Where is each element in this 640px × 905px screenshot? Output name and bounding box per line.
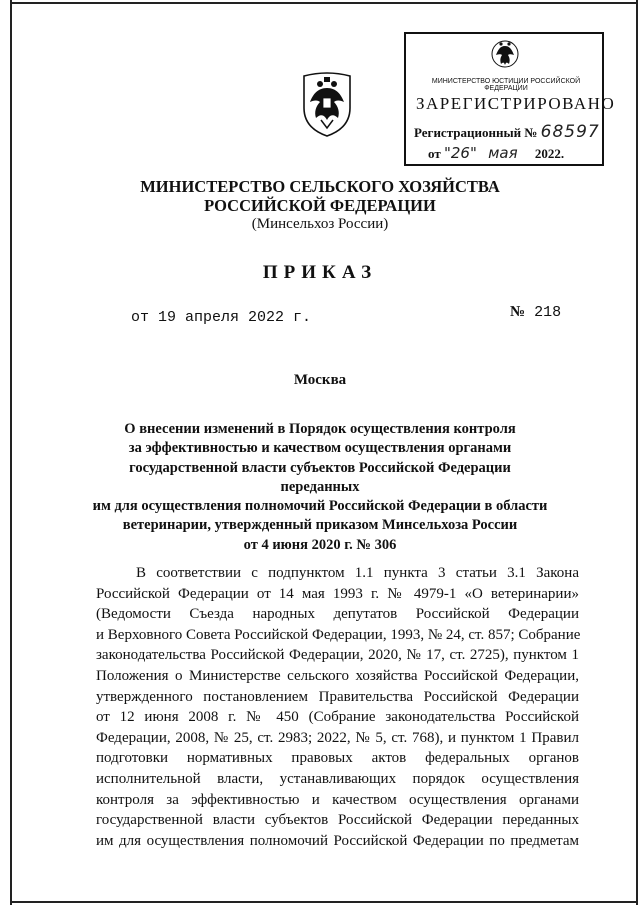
- stamp-date-line: [428, 144, 603, 162]
- scan-edge-bottom: [10, 901, 638, 903]
- body-line: контроля за эффективностью и качеством осуществления органами: [96, 791, 579, 808]
- ministry-short-name: (Минсельхоз России): [251, 216, 389, 232]
- stamp-registered: ЗАРЕГИСТРИРОВАНО: [416, 94, 616, 113]
- body-line: и Верховного Совета Российской Федерации, 1993, № 24, ст. 857; Собрание: [96, 626, 581, 643]
- document-number: [510, 304, 561, 321]
- document-city: Москва: [293, 372, 347, 388]
- scan-edge-top: [10, 2, 638, 4]
- document-date: от 19 апреля 2022 г.: [131, 309, 312, 326]
- body-line: В соответствии с подпунктом 1.1 пункта 3 статьи 3.1 Закона: [136, 565, 579, 581]
- subject-line: за эффективностью и качеством осуществления органами: [128, 440, 512, 457]
- subject-line: от 4 июня 2020 г. № 306: [243, 536, 397, 553]
- stamp-reg-line: [414, 122, 600, 142]
- registration-stamp: [404, 32, 616, 166]
- stamp-date-year: 2022.: [534, 146, 565, 161]
- body-line: (Ведомости Съезда народных депутатов Российской Федерации: [96, 606, 579, 623]
- subject-line: им для осуществления полномочий Российской Федерации в области: [92, 498, 548, 515]
- stamp-reg-label: Регистрационный №: [414, 125, 538, 140]
- subject-line: О внесении изменений в Порядок осуществления контроля: [124, 421, 516, 437]
- number-sign: №: [510, 304, 526, 320]
- body-line: Положения о Министерстве сельского хозяйства Российской Федерации,: [96, 667, 579, 684]
- document-body: [96, 563, 579, 851]
- body-line: утвержденного постановлением Правительства Российской Федерации: [96, 688, 579, 705]
- subject-line: государственной власти субъектов Российской Федерации переданных: [129, 459, 511, 495]
- stamp-emblem-icon: [490, 38, 520, 72]
- body-line: Федерации, 2008, № 25, ст. 2983; 2022, № 5, ст. 768), и пунктом 1 Правил: [96, 729, 579, 746]
- body-line: Российской Федерации от 14 мая 1993 г. № 4979-1 «О ветеринарии»: [96, 585, 579, 602]
- stamp-ministry: МИНИСТЕРСТВО ЮСТИЦИИ РОССИЙСКОЙ ФЕДЕРАЦИИ: [431, 78, 581, 92]
- stamp-reg-number: 68597: [540, 122, 600, 142]
- ministry-title-line2: РОССИЙСКОЙ ФЕДЕРАЦИИ: [204, 196, 436, 215]
- scan-edge-left: [10, 0, 12, 905]
- body-line: подготовки нормативных правовых актов федеральных органов: [96, 750, 579, 767]
- body-line: исполнительной власти, устанавливающих порядок осуществления: [96, 770, 579, 787]
- stamp-date-prefix: от: [428, 146, 441, 161]
- body-line: государственной власти субъектов Российской Федерации переданных: [96, 812, 579, 829]
- document-type: ПРИКАЗ: [262, 262, 378, 283]
- scan-edge-right: [636, 0, 638, 905]
- ministry-title-line1: МИНИСТЕРСТВО СЕЛЬСКОГО ХОЗЯЙСТВА: [140, 177, 500, 196]
- document-subject: [90, 420, 550, 555]
- stamp-date-day: "26": [443, 144, 477, 162]
- number-value: 218: [534, 304, 562, 321]
- subject-line: ветеринарии, утвержденный приказом Минсельхоза России: [122, 517, 518, 534]
- coat-of-arms-icon: [296, 68, 358, 138]
- body-line: им для осуществления полномочий Российской Федерации по предметам: [96, 832, 579, 849]
- body-line: от 12 июня 2008 г. № 450 (Собрание законодательства Российской: [96, 709, 579, 726]
- body-line: законодательства Российской Федерации, 2020, № 17, ст. 2725), пунктом 1: [96, 647, 579, 664]
- stamp-date-month: мая: [488, 144, 518, 162]
